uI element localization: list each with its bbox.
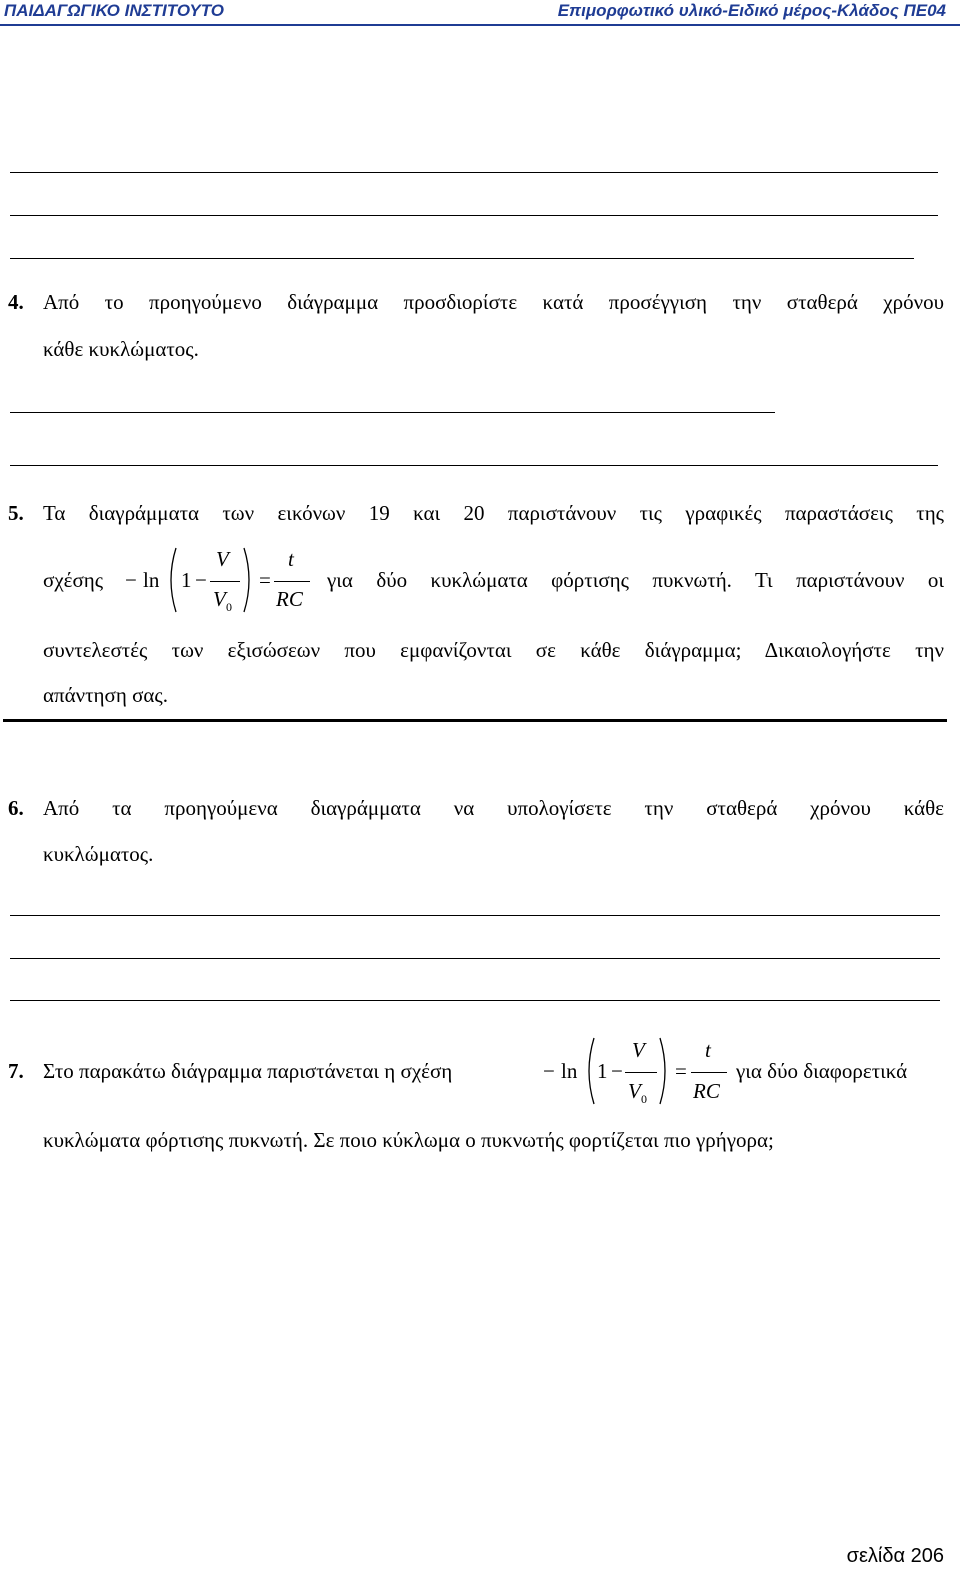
formula-minus: − <box>543 1059 555 1083</box>
formula-ln-equation-q7 <box>543 1035 743 1110</box>
question-7-line-1-end: για δύο διαφορετικά <box>736 1059 908 1083</box>
formula-fraction-bar <box>210 581 240 582</box>
formula-sub-minus: − <box>611 1059 623 1083</box>
question-5-line-2-end: για δύο κυκλώματα φόρτισης πυκνωτή. Τι παριστάνουν οι <box>327 568 944 592</box>
question-4-number: 4. <box>8 290 24 314</box>
formula-t: t <box>288 547 294 571</box>
formula-left-paren <box>165 547 177 613</box>
formula-sub-minus: − <box>195 568 207 592</box>
formula-V: V <box>216 547 229 571</box>
formula-RC: RC <box>276 587 303 611</box>
formula-t: t <box>705 1038 711 1062</box>
formula-fraction-bar-2 <box>691 1072 727 1073</box>
header-rule <box>0 24 960 26</box>
formula-one: 1 <box>597 1059 608 1083</box>
page-header <box>0 0 960 24</box>
answer-line <box>10 1000 940 1001</box>
formula-V0: V <box>213 587 226 611</box>
answer-line <box>10 258 914 259</box>
formula-left-paren <box>583 1037 595 1105</box>
formula-fraction-bar <box>625 1072 657 1073</box>
question-5-line-2-start: σχέσης <box>43 568 104 592</box>
question-5-line-1: Τα διαγράμματα των εικόνων 19 και 20 παριστάνουν τις γραφικές παραστάσεις της <box>43 501 944 525</box>
formula-ln-equation <box>125 545 325 620</box>
formula-V0: V <box>628 1079 641 1103</box>
question-4-line-1: Από το προηγούμενο διάγραμμα προσδιορίστε κατά προσέγγιση την σταθερά χρόνου <box>43 290 944 314</box>
question-6-line-1: Από τα προηγούμενα διαγράμματα να υπολογίσετε την σταθερά χρόνου κάθε <box>43 796 944 820</box>
formula-V0-subscript: 0 <box>226 600 232 614</box>
question-7-line-2: κυκλώματα φόρτισης πυκνωτή. Σε ποιο κύκλωμα ο πυκνωτής φορτίζεται πιο γρήγορα; <box>43 1128 774 1152</box>
answer-line <box>10 958 940 959</box>
formula-minus: − <box>125 568 137 592</box>
question-6-number: 6. <box>8 796 24 820</box>
formula-equals: = <box>675 1059 687 1083</box>
page-number: σελίδα 206 <box>846 1545 944 1567</box>
section-divider <box>3 719 947 722</box>
formula-fraction-bar-2 <box>274 581 310 582</box>
formula-equals: = <box>259 568 271 592</box>
question-7-number: 7. <box>8 1059 24 1083</box>
header-subtitle: Επιμορφωτικό υλικό-Ειδικό μέρος-Κλάδος ΠΕ04 <box>557 1 946 20</box>
formula-RC: RC <box>693 1079 720 1103</box>
question-5-line-4: απάντηση σας. <box>43 683 168 707</box>
formula-ln: ln <box>143 568 160 592</box>
question-6-line-2: κυκλώματος. <box>43 842 154 866</box>
question-4-line-2: κάθε κυκλώματος. <box>43 337 199 361</box>
formula-V: V <box>632 1038 645 1062</box>
question-5-line-3: συντελεστές των εξισώσεων που εμφανίζονται σε κάθε διάγραμμα; Δικαιολογήστε την <box>43 638 944 662</box>
header-institute: ΠΑΙΔΑΓΩΓΙΚΟ ΙΝΣΤΙΤΟΥΤΟ <box>4 1 225 20</box>
question-7-line-1-start: Στο παρακάτω διάγραμμα παριστάνεται η σχέση <box>43 1059 453 1083</box>
formula-V0-subscript: 0 <box>641 1092 647 1106</box>
answer-line <box>10 412 775 413</box>
answer-line <box>10 172 938 173</box>
answer-line <box>10 465 938 466</box>
answer-line <box>10 915 940 916</box>
formula-right-paren <box>659 1037 671 1105</box>
question-5-number: 5. <box>8 501 24 525</box>
formula-right-paren <box>243 547 255 613</box>
formula-ln: ln <box>561 1059 578 1083</box>
answer-line <box>10 215 938 216</box>
formula-one: 1 <box>181 568 192 592</box>
